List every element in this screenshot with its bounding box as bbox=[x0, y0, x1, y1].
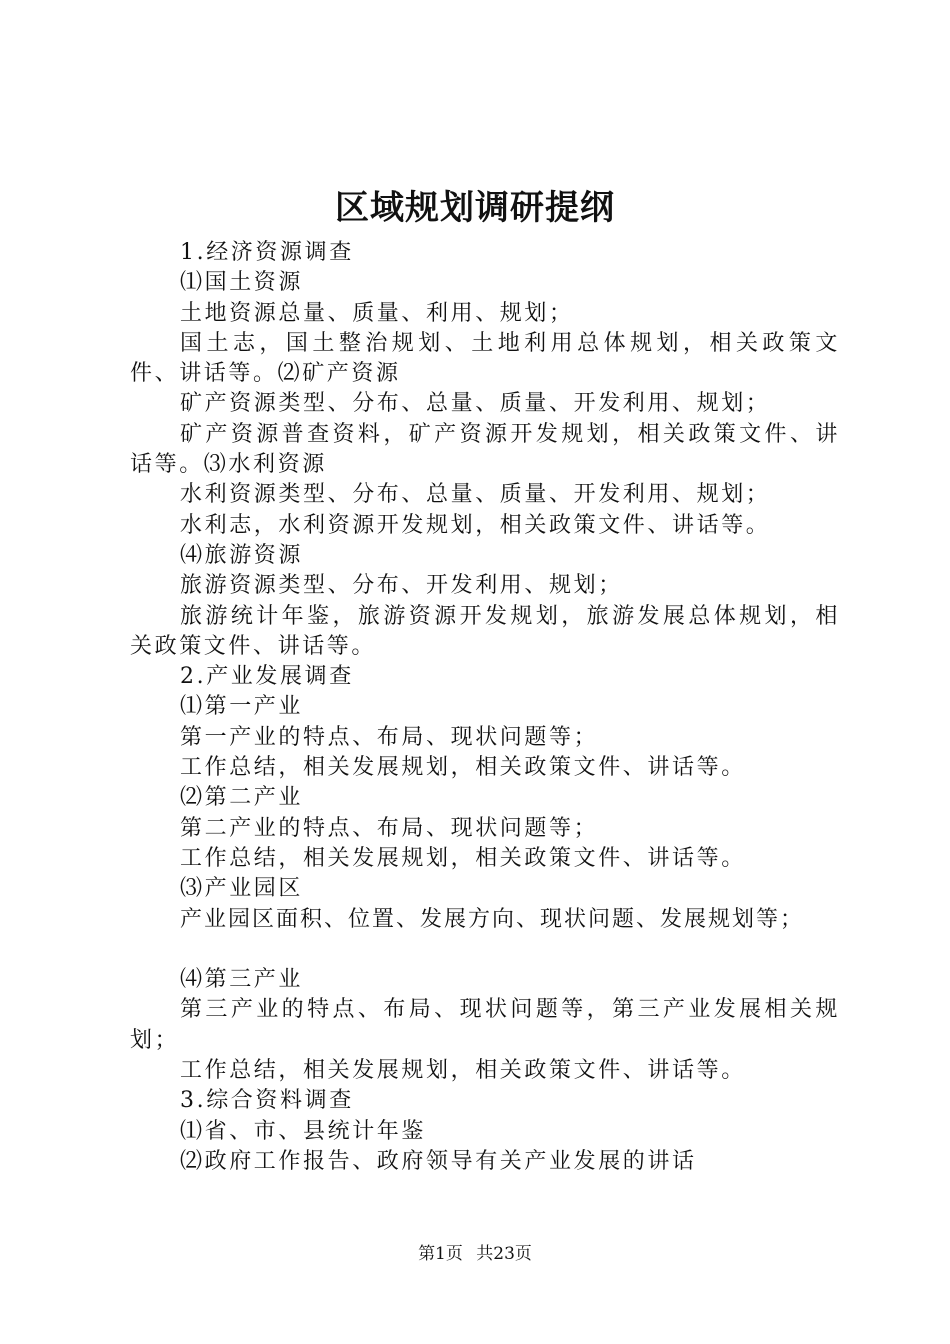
page-footer bbox=[0, 1242, 950, 1266]
paragraph: 第三产业的特点、布局、现状问题等，第三产业发展相关规划； bbox=[130, 997, 840, 1053]
paragraph: 水利资源类型、分布、总量、质量、开发利用、规划； bbox=[180, 482, 771, 508]
paragraph: 土地资源总量、质量、利用、规划； bbox=[180, 300, 574, 326]
paragraph: 第一产业的特点、布局、现状问题等； bbox=[180, 724, 599, 750]
paragraph: 第二产业的特点、布局、现状问题等； bbox=[180, 815, 599, 841]
subsection-heading: ⑶产业园区 bbox=[180, 876, 304, 902]
blank-line bbox=[130, 935, 840, 965]
paragraph: 产业园区面积、位置、发展方向、现状问题、发展规划等； bbox=[180, 906, 805, 932]
document-body bbox=[130, 238, 840, 1177]
page-total: 共23页 bbox=[476, 1244, 532, 1264]
subsection-heading: ⑵第二产业 bbox=[180, 785, 304, 811]
subsection-heading: ⑵政府工作报告、政府领导有关产业发展的讲话 bbox=[180, 1148, 697, 1174]
subsection-heading: ⑴第一产业 bbox=[180, 694, 304, 720]
paragraph: 工作总结，相关发展规划，相关政策文件、讲话等。 bbox=[180, 755, 746, 781]
paragraph: 工作总结，相关发展规划，相关政策文件、讲话等。 bbox=[180, 845, 746, 871]
subsection-heading: ⑴国土资源 bbox=[180, 270, 304, 296]
paragraph: 矿产资源类型、分布、总量、质量、开发利用、规划； bbox=[180, 391, 771, 417]
section-heading: 2.产业发展调查 bbox=[180, 664, 354, 690]
paragraph: 旅游统计年鉴，旅游资源开发规划，旅游发展总体规划，相关政策文件、讲话等。 bbox=[130, 603, 840, 659]
section-heading: 3.综合资料调查 bbox=[180, 1088, 354, 1114]
section-heading: 1.经济资源调查 bbox=[180, 240, 354, 265]
page-number: 第1页 bbox=[418, 1244, 463, 1264]
subsection-heading: ⑷第三产业 bbox=[180, 967, 304, 993]
subsection-heading: ⑴省、市、县统计年鉴 bbox=[180, 1118, 427, 1144]
paragraph: 旅游资源类型、分布、开发利用、规划； bbox=[180, 573, 623, 599]
paragraph: 矿产资源普查资料，矿产资源开发规划，相关政策文件、讲话等。⑶水利资源 bbox=[130, 421, 840, 478]
subsection-heading: ⑷旅游资源 bbox=[180, 542, 304, 568]
paragraph: 工作总结，相关发展规划，相关政策文件、讲话等。 bbox=[180, 1058, 746, 1084]
paragraph: 水利志，水利资源开发规划，相关政策文件、讲话等。 bbox=[180, 512, 771, 538]
paragraph: 国土志，国土整治规划、土地利用总体规划，相关政策文件、讲话等。⑵矿产资源 bbox=[130, 330, 840, 387]
document-title: 区域规划调研提纲 bbox=[335, 188, 615, 228]
